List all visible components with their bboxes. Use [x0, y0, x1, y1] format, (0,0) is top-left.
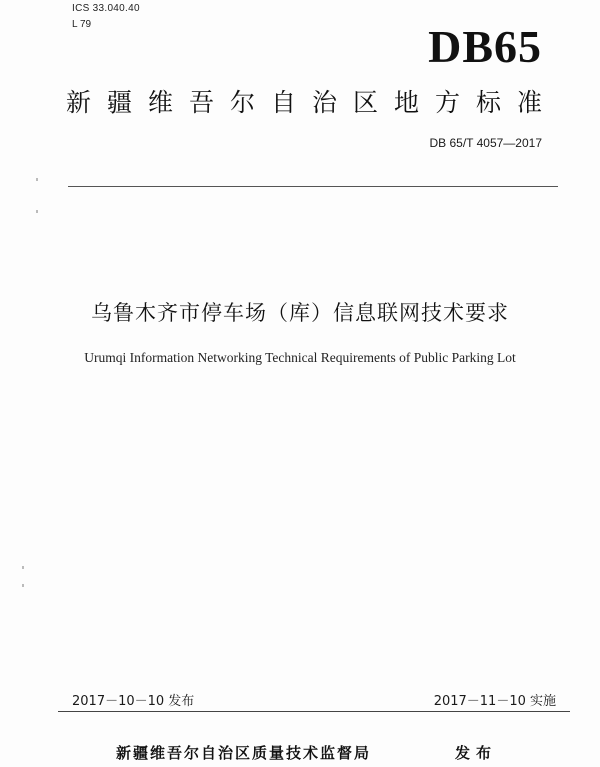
document-title-english: Urumqi Information Networking Technical Requirements of Public Parking Lot — [84, 350, 516, 365]
publish-label: 发布 — [455, 744, 498, 762]
ccs-code: L 79 — [72, 19, 92, 30]
implementation-date: 2017－11－10 实施 — [433, 694, 556, 709]
ics-code: ICS 33.040.40 — [72, 3, 140, 14]
document-title-chinese: 乌鲁木齐市停车场（库）信息联网技术要求 — [91, 301, 509, 325]
scan-artifact — [22, 584, 24, 587]
standard-number: DB 65/T 4057—2017 — [429, 136, 542, 150]
standard-level-title: 新疆维吾尔自治区地方标准 — [66, 88, 548, 117]
publisher-name: 新疆维吾尔自治区质量技术监督局 — [116, 744, 372, 762]
standard-mark: DB65 — [428, 21, 542, 72]
scan-artifact — [36, 178, 38, 181]
scan-artifact — [36, 210, 38, 213]
header-divider — [68, 186, 558, 187]
footer-divider — [58, 711, 570, 712]
issue-date: 2017－10－10 发布 — [72, 694, 195, 709]
scan-artifact — [22, 566, 24, 569]
